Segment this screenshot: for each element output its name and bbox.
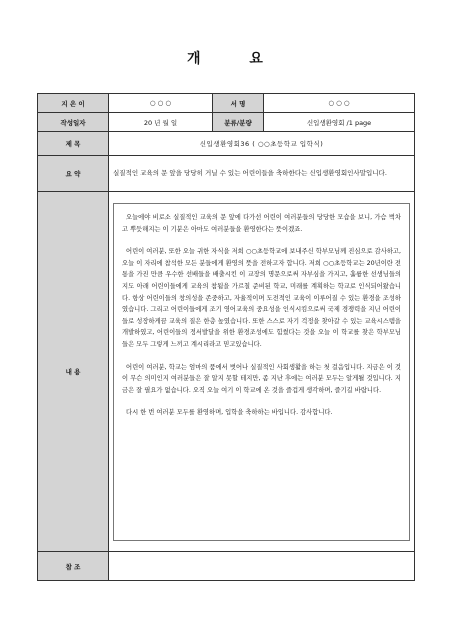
subject-value: 신입생환영회36 ( ○○초등학교 입학식) bbox=[109, 132, 415, 156]
page-title: 개 요 bbox=[187, 51, 285, 67]
date-label: 작성일자 bbox=[38, 113, 109, 132]
reference-label: 참 조 bbox=[38, 552, 109, 581]
content-paragraph-1: 오늘에야 비로소 실질적인 교육의 문 앞에 다가선 어린이 여러분들의 당당한 모습을 보니, 가슴 벅차고 뿌듯해지는 이 기분은 아마도 여러분들을 환영한다는 뜻이겠죠. bbox=[122, 214, 401, 233]
document-form bbox=[37, 93, 415, 581]
reference-value bbox=[109, 552, 415, 581]
summary-row bbox=[38, 156, 415, 192]
content-box bbox=[113, 203, 410, 541]
date-row bbox=[38, 113, 415, 132]
reference-row bbox=[38, 552, 415, 581]
content-label: 내 용 bbox=[38, 192, 109, 552]
summary-label: 요 약 bbox=[38, 156, 109, 192]
category-value: ○ ○ ○ bbox=[264, 94, 415, 113]
content-paragraph-4: 다시 한 번 여러분 모두를 환영하며, 입학을 축하하는 바입니다. 감사합니다. bbox=[126, 409, 333, 417]
author-row bbox=[38, 94, 415, 113]
content-paragraph-2: 어린이 여러분, 또한 오늘 귀한 자식을 저희 ○○초등학교에 보내주신 학부모님께 진심으로 감사하고, 오늘 이 자리에 참석한 모든 분들에게 환영의 뜻을 전하고자 합니다. 저희 ○○초등학교는 20년이란 전통을 가진 만큼 우수한 선배들을 배출시킨 이 교장의 명문으로써 자부심을 가지고, 훌륭한 선생님들의 지도 아래 어린이들에게 교육의 참됨을 가르칠 준비된 학교, 미래를 계획하는 학교로 인식되어왔습니다. 항상 어린이들의 창의성을 존중하고, 자율적이며 도전적인 교육이 이루어질 수 있는 환경을 조성하였습니다. 그리고 어린이들에게 조기 영어교육의 중요성을 인식시킴으로써 국제 경쟁력을 지닌 어린이들로 성장하게끔 교육의 질은 한층 높였습니다. 또한 스스로 자기 걱정을 찾아갈 수 있는 교육시스템을 개발하였고, 어린이들의 정서발달을 위한 환경조성에도 힘썼다는 것을 오늘 이 학교를 찾은 학부모님들은 모두 그렇게 느끼고 계시리라고 믿고있습니다. bbox=[122, 248, 401, 348]
content-paragraph-3: 어린이 여러분, 학교는 엄마의 품에서 벗어나 실질적인 사회생활을 하는 첫 걸음입니다. 지금은 이 것이 무슨 의미인지 여러분들은 잘 알지 못할 테지만, 좀 지난 후에는 여러분 모두는 알게될 것입니다. 지금은 잘 필요가 없습니다. 오직 오늘 여기 이 학교에 온 것을 즐겁게 생각하며, 즐기길 바랍니다. bbox=[122, 363, 401, 394]
author-value: ○ ○ ○ bbox=[109, 94, 213, 113]
subject-label: 제 목 bbox=[38, 132, 109, 156]
author-label: 지 은 이 bbox=[38, 94, 109, 113]
content-cell bbox=[109, 192, 415, 552]
subject-row bbox=[38, 132, 415, 156]
content-row bbox=[38, 192, 415, 552]
summary-value: 실질적인 교육의 문 앞을 당당히 거닐 수 있는 어린이들을 축하한다는 신입생환영회인사말입니다. bbox=[109, 156, 415, 192]
class-value: 신입생환영회 /1 page bbox=[264, 113, 415, 132]
date-value: 20 년 월 일 bbox=[109, 113, 213, 132]
category-label: 서 명 bbox=[213, 94, 264, 113]
class-label: 분류/분량 bbox=[213, 113, 264, 132]
